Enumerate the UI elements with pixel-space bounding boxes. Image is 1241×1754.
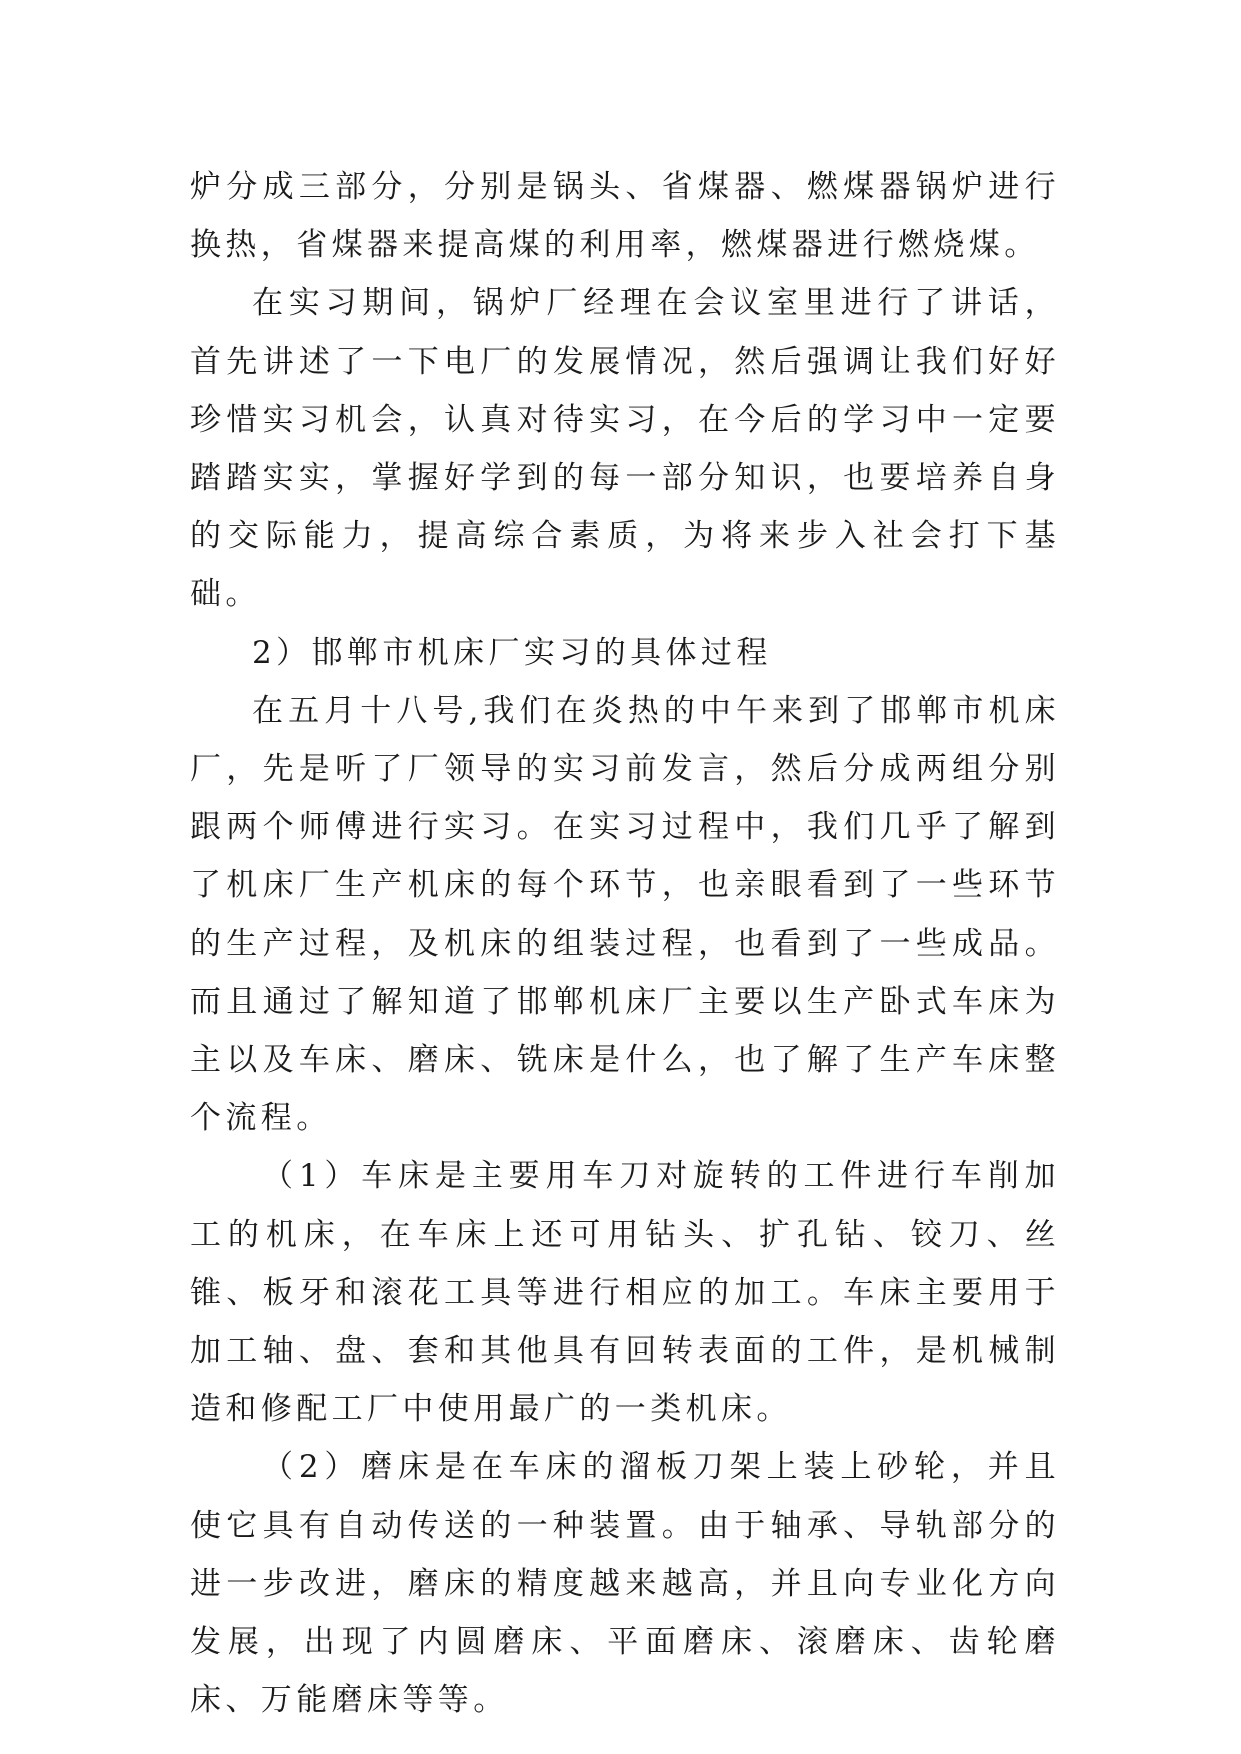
paragraph-plant-visit: 在五月十八号,我们在炎热的中午来到了邯郸市机床厂，先是听了厂领导的实习前发言，然后分成两组分别跟两个师傅进行实习。在实习过程中，我们几乎了解到了机床厂生产机床的每个环节，也亲眼看到了一些环节的生产过程，及机床的组装过程，也看到了一些成品。而且通过了解知道了邯郸机床厂主要以生产卧式车床为主以及车床、磨床、铣床是什么，也了解了生产车床整个流程。 — [190, 692, 1060, 1137]
paragraph-grinder: （2）磨床是在车床的溜板刀架上装上砂轮，并且使它具有自动传送的一种装置。由于轴承、导轨部分的进一步改进，磨床的精度越来越高，并且向专业化方向发展，出现了内圆磨床、平面磨床、滚磨床、齿轮磨床、万能磨床等等。 — [190, 1449, 1060, 1719]
body-text — [190, 158, 1060, 1729]
paragraph-manager-speech: 在实习期间，锅炉厂经理在会议室里进行了讲话，首先讲述了一下电厂的发展情况，然后强调让我们好好珍惜实习机会，认真对待实习，在今后的学习中一定要踏踏实实，掌握好学到的每一部分知识，也要培养自身的交际能力，提高综合素质，为将来步入社会打下基础。 — [190, 285, 1060, 613]
paragraph-lathe: （1）车床是主要用车刀对旋转的工件进行车削加工的机床，在车床上还可用钻头、扩孔钻、铰刀、丝锥、板牙和滚花工具等进行相应的加工。车床主要用于加工轴、盘、套和其他具有回转表面的工件，是机械制造和修配工厂中使用最广的一类机床。 — [190, 1158, 1060, 1428]
section-heading-machine-tool-plant: 2）邯郸市机床厂实习的具体过程 — [252, 634, 772, 671]
paragraph-boiler-parts: 炉分成三部分，分别是锅头、省煤器、燃煤器锅炉进行换热，省煤器来提高煤的利用率，燃煤器进行燃烧煤。 — [190, 169, 1060, 264]
